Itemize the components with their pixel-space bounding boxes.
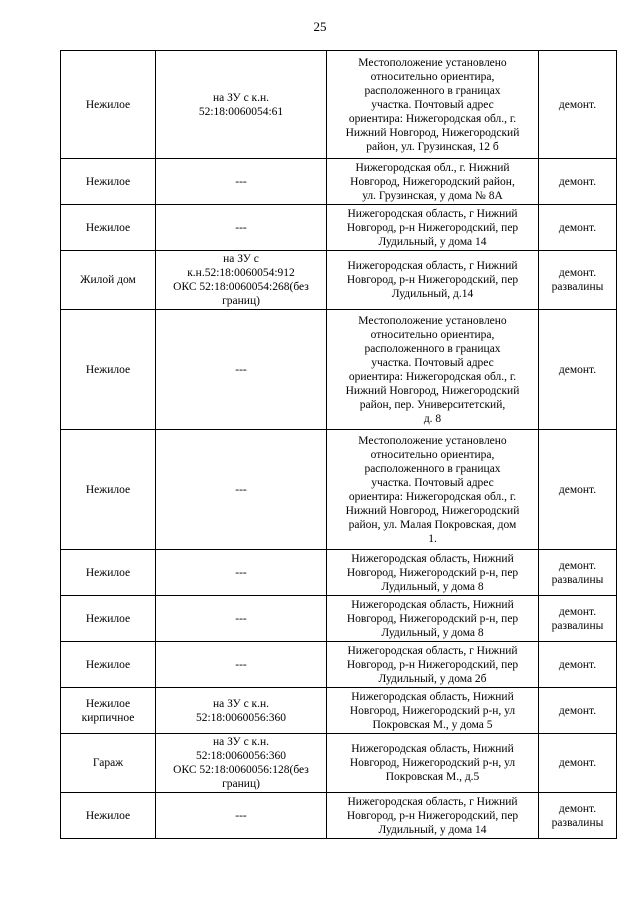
action-cell: [539, 159, 617, 205]
object-type-line: Нежилое: [85, 658, 131, 671]
object-type-line: Нежилое: [85, 566, 131, 579]
action-line: развалины: [551, 573, 604, 586]
address-cell: [327, 793, 539, 839]
address-line: Новгород, Нижегородский р-н, ул: [349, 757, 516, 769]
address-line: Лудильный, у дома 8: [381, 580, 484, 593]
cadastral-line: ОКС 52:18:0060054:268(без: [173, 281, 309, 293]
cadastral-line: 52:18:0060056:360: [195, 750, 287, 762]
address-line: ориентира: Нижегородская обл., г.: [348, 112, 517, 125]
address-line: Нижегородская область, Нижний: [351, 598, 514, 611]
object-type-cell: [61, 688, 156, 734]
address-line: 1.: [428, 532, 437, 545]
address-line: Нижегородская область, г Нижний: [347, 260, 518, 272]
cadastral-cell: [156, 159, 327, 205]
object-type-cell: [61, 205, 156, 251]
address-line: Лудильный, у дома 14: [378, 823, 487, 836]
address-line: район, пер. Университетский,: [359, 398, 506, 411]
cadastral-cell: [156, 596, 327, 642]
address-cell: [327, 596, 539, 642]
action-cell: [539, 310, 617, 430]
action-line: демонт.: [558, 221, 597, 234]
objects-table: [60, 50, 617, 839]
object-type-line: кирпичное: [81, 711, 135, 724]
action-cell: [539, 205, 617, 251]
address-line: Новгород, Нижегородский р-н, ул: [349, 704, 516, 717]
address-line: участка. Почтовый адрес: [371, 98, 494, 111]
table-row: [61, 159, 617, 205]
address-line: д. 8: [423, 412, 442, 425]
address-line: Нижегородская область, Нижний: [351, 552, 514, 565]
address-line: расположенного в границах: [364, 84, 501, 97]
address-cell: [327, 688, 539, 734]
cadastral-cell: [156, 430, 327, 550]
address-line: Местоположение установлено: [358, 314, 507, 327]
address-line: Новгород, р-н Нижегородский, пер: [346, 221, 519, 234]
cadastral-line: ---: [235, 566, 247, 579]
address-line: Лудильный, у дома 2б: [378, 672, 487, 685]
address-line: Нижний Новгород, Нижегородский: [345, 384, 520, 397]
address-line: Лудильный, у дома 8: [381, 626, 484, 639]
object-type-cell: [61, 596, 156, 642]
address-line: Нижний Новгород, Нижегородский: [345, 126, 520, 139]
address-line: Нижегородская область, Нижний: [351, 743, 514, 755]
address-line: ул. Грузинская, у дома № 8А: [362, 189, 503, 202]
cadastral-line: границ): [222, 778, 260, 790]
address-line: ориентира: Нижегородская обл., г.: [348, 370, 517, 383]
action-cell: [539, 642, 617, 688]
action-line: демонт.: [558, 704, 597, 717]
address-line: участка. Почтовый адрес: [371, 476, 494, 489]
object-type-line: Нежилое: [85, 221, 131, 234]
table-row: [61, 51, 617, 159]
address-cell: [327, 550, 539, 596]
cadastral-cell: [156, 642, 327, 688]
object-type-line: Нежилое: [85, 363, 131, 376]
action-cell: [539, 596, 617, 642]
table-row: [61, 688, 617, 734]
action-cell: [539, 734, 617, 793]
action-line: демонт.: [558, 605, 597, 618]
address-line: Нижегородская область, г Нижний: [347, 207, 518, 220]
cadastral-cell: [156, 310, 327, 430]
object-type-line: Нежилое: [85, 809, 131, 822]
address-line: Лудильный, д.14: [391, 288, 474, 300]
action-cell: [539, 251, 617, 310]
cadastral-line: на ЗУ с к.н.: [212, 697, 270, 710]
action-line: развалины: [551, 281, 604, 293]
object-type-cell: [61, 642, 156, 688]
page-number: 25: [313, 19, 327, 34]
address-cell: [327, 205, 539, 251]
action-line: демонт.: [558, 175, 597, 188]
object-type-line: Нежилое: [85, 175, 131, 188]
cadastral-line: ОКС 52:18:0060056:128(без: [173, 764, 309, 776]
cadastral-cell: [156, 688, 327, 734]
cadastral-cell: [156, 205, 327, 251]
object-type-cell: [61, 310, 156, 430]
cadastral-line: ---: [235, 612, 247, 625]
cadastral-line: 52:18:0060056:360: [195, 711, 287, 724]
table-row: [61, 430, 617, 550]
object-type-cell: [61, 734, 156, 793]
action-cell: [539, 550, 617, 596]
object-type-cell: [61, 251, 156, 310]
table-row: [61, 205, 617, 251]
object-type-cell: [61, 793, 156, 839]
table-row: [61, 793, 617, 839]
object-type-line: Гараж: [92, 757, 124, 769]
action-line: демонт.: [558, 267, 597, 279]
address-line: относительно ориентира,: [370, 328, 495, 341]
address-line: Новгород, Нижегородский р-н, пер: [346, 566, 519, 579]
action-cell: [539, 688, 617, 734]
cadastral-line: ---: [235, 363, 247, 376]
cadastral-line: на ЗУ с к.н.: [212, 736, 270, 748]
cadastral-line: ---: [235, 809, 247, 822]
action-cell: [539, 51, 617, 159]
cadastral-cell: [156, 550, 327, 596]
address-cell: [327, 251, 539, 310]
object-type-line: Жилой дом: [80, 274, 136, 286]
action-line: развалины: [551, 816, 604, 829]
address-line: Местоположение установлено: [358, 434, 507, 447]
address-line: Новгород, Нижегородский р-н, пер: [346, 612, 519, 625]
table-body: [61, 51, 617, 839]
cadastral-cell: [156, 793, 327, 839]
address-line: Покровская М., у дома 5: [372, 718, 493, 731]
action-line: демонт.: [558, 658, 597, 671]
address-line: район, ул. Малая Покровская, дом: [348, 518, 517, 531]
address-line: Лудильный, у дома 14: [378, 235, 487, 248]
object-type-cell: [61, 430, 156, 550]
address-line: Нижегородская обл., г. Нижний: [355, 161, 510, 174]
address-line: Нижегородская область, Нижний: [351, 690, 514, 703]
address-line: Нижний Новгород, Нижегородский: [345, 504, 520, 517]
address-line: ориентира: Нижегородская обл., г.: [348, 490, 517, 503]
object-type-cell: [61, 51, 156, 159]
address-line: Нижегородская область, г Нижний: [347, 795, 518, 808]
table-row: [61, 550, 617, 596]
cadastral-cell: [156, 251, 327, 310]
address-cell: [327, 310, 539, 430]
address-line: расположенного в границах: [364, 462, 501, 475]
cadastral-line: ---: [235, 483, 247, 496]
cadastral-line: ---: [235, 221, 247, 234]
address-cell: [327, 51, 539, 159]
address-line: Местоположение установлено: [358, 56, 507, 69]
object-type-line: Нежилое: [85, 612, 131, 625]
object-type-cell: [61, 550, 156, 596]
object-type-cell: [61, 159, 156, 205]
object-type-line: Нежилое: [85, 98, 131, 111]
table-row: [61, 734, 617, 793]
cadastral-line: на ЗУ с к.н.: [212, 91, 270, 104]
action-line: развалины: [551, 619, 604, 632]
object-type-line: Нежилое: [85, 697, 131, 710]
cadastral-line: на ЗУ с: [223, 253, 259, 265]
action-cell: [539, 430, 617, 550]
address-cell: [327, 159, 539, 205]
address-line: расположенного в границах: [364, 342, 501, 355]
cadastral-line: ---: [235, 175, 247, 188]
address-line: Новгород, р-н Нижегородский, пер: [346, 658, 519, 671]
table-row: [61, 596, 617, 642]
action-line: демонт.: [558, 559, 597, 572]
action-line: демонт.: [558, 363, 597, 376]
cadastral-line: границ): [222, 295, 260, 307]
action-line: демонт.: [558, 757, 597, 769]
object-type-line: Нежилое: [85, 483, 131, 496]
cadastral-cell: [156, 51, 327, 159]
action-line: демонт.: [558, 483, 597, 496]
table-row: [61, 251, 617, 310]
action-cell: [539, 793, 617, 839]
cadastral-line: 52:18:0060054:61: [198, 105, 284, 118]
address-line: Покровская М., д.5: [385, 771, 480, 783]
address-line: район, ул. Грузинская, 12 б: [366, 140, 499, 153]
cadastral-cell: [156, 734, 327, 793]
address-cell: [327, 430, 539, 550]
address-line: Нижегородская область, г Нижний: [347, 644, 518, 657]
table-row: [61, 310, 617, 430]
address-line: Новгород, Нижегородский район,: [350, 175, 515, 188]
address-line: участка. Почтовый адрес: [371, 356, 494, 369]
address-line: Новгород, р-н Нижегородский, пер: [346, 274, 519, 286]
address-line: относительно ориентира,: [370, 448, 495, 461]
cadastral-line: к.н.52:18:0060054:912: [187, 267, 295, 279]
cadastral-line: ---: [235, 658, 247, 671]
address-line: Новгород, р-н Нижегородский, пер: [346, 809, 519, 822]
action-line: демонт.: [558, 802, 597, 815]
table-row: [61, 642, 617, 688]
action-line: демонт.: [558, 98, 597, 111]
address-cell: [327, 734, 539, 793]
address-cell: [327, 642, 539, 688]
address-line: относительно ориентира,: [370, 70, 495, 83]
